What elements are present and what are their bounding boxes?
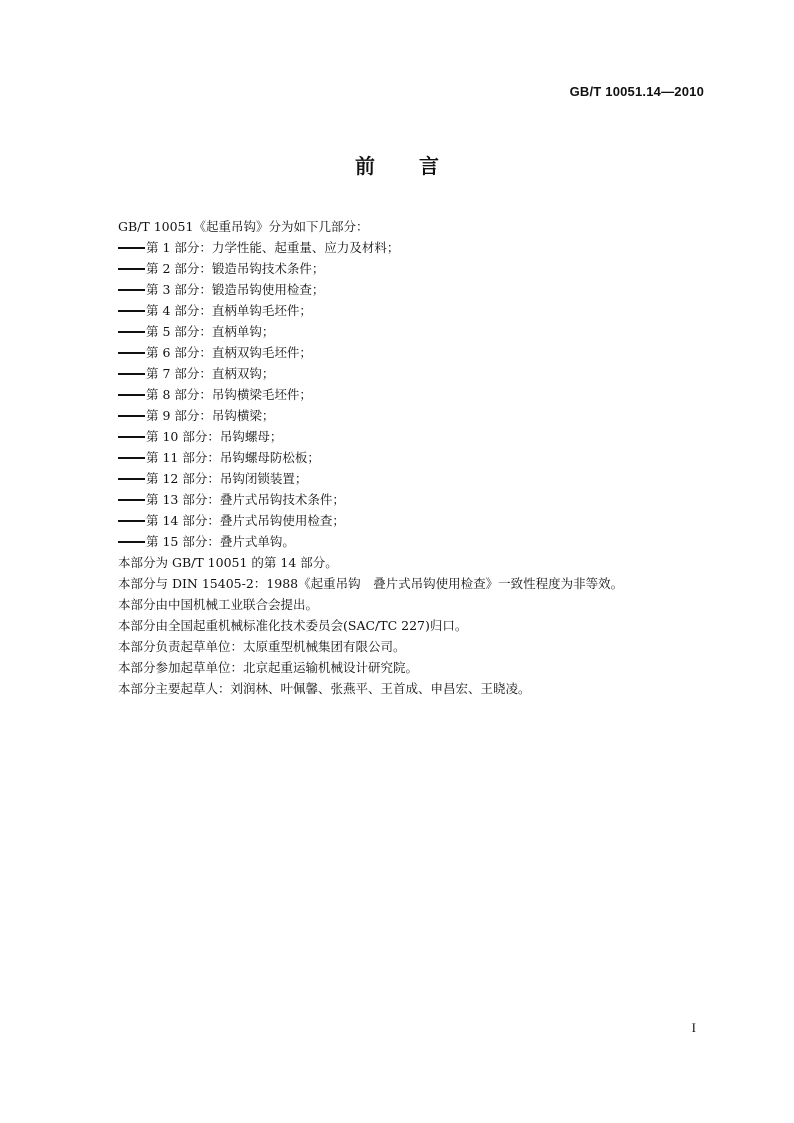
list-item-text: 第 8 部分：吊钩横梁毛坯件； (146, 387, 312, 402)
list-item (118, 426, 718, 447)
statement-line: 本部分参加起草单位：北京起重运输机械设计研究院。 (118, 660, 419, 675)
list-item-text: 第 3 部分：锻造吊钩使用检查； (146, 282, 325, 297)
statement-line: 本部分主要起草人：刘润林、叶佩馨、张燕平、王首成、申昌宏、王晓凌。 (118, 681, 531, 696)
dash-mark (118, 247, 145, 249)
statement-line: 本部分负责起草单位：太原重型机械集团有限公司。 (118, 639, 406, 654)
list-item-text: 第 2 部分：锻造吊钩技术条件； (146, 261, 325, 276)
list-item-text: 第 13 部分：叠片式吊钩技术条件； (146, 492, 345, 507)
statement-line: 本部分与 DIN 15405-2：1988《起重吊钩 叠片式吊钩使用检查》一致性程度为非等效。 (118, 576, 624, 591)
dash-mark (118, 373, 145, 375)
list-item (118, 258, 718, 279)
list-item (118, 405, 718, 426)
statement-line: 本部分由中国机械工业联合会提出。 (118, 597, 319, 612)
list-item-text: 第 12 部分：吊钩闭锁装置； (146, 471, 308, 486)
dash-mark (118, 436, 145, 438)
list-item (118, 363, 718, 384)
list-item (118, 237, 718, 258)
dash-mark (118, 331, 145, 333)
list-item (118, 300, 718, 321)
standard-code: GB/T 10051.14—2010 (569, 84, 704, 99)
foreword-body (118, 216, 718, 699)
page-number: I (691, 1020, 696, 1035)
list-item-text: 第 11 部分：吊钩螺母防松板； (146, 450, 320, 465)
list-item (118, 489, 718, 510)
list-item-text: 第 15 部分：叠片式单钩。 (146, 534, 295, 549)
list-item-text: 第 10 部分：吊钩螺母； (146, 429, 283, 444)
dash-mark (118, 289, 145, 291)
list-item (118, 384, 718, 405)
dash-mark (118, 457, 145, 459)
list-item (118, 279, 718, 300)
dash-mark (118, 352, 145, 354)
list-item (118, 531, 718, 552)
statement-line: 本部分为 GB/T 10051 的第 14 部分。 (118, 555, 338, 570)
dash-mark (118, 478, 145, 480)
list-item (118, 468, 718, 489)
list-item (118, 510, 718, 531)
dash-mark (118, 499, 145, 501)
list-item-text: 第 1 部分：力学性能、起重量、应力及材料； (146, 240, 400, 255)
dash-mark (118, 520, 145, 522)
list-item (118, 321, 718, 342)
page-title: 前言 (355, 154, 483, 178)
list-item (118, 447, 718, 468)
list-item-text: 第 7 部分：直柄双钩； (146, 366, 275, 381)
dash-mark (118, 310, 145, 312)
dash-mark (118, 415, 145, 417)
list-item-text: 第 4 部分：直柄单钩毛坯件； (146, 303, 312, 318)
list-item-text: 第 9 部分：吊钩横梁； (146, 408, 275, 423)
list-item-text: 第 14 部分：叠片式吊钩使用检查； (146, 513, 345, 528)
dash-mark (118, 394, 145, 396)
dash-mark (118, 268, 145, 270)
list-item (118, 342, 718, 363)
list-item-text: 第 6 部分：直柄双钩毛坯件； (146, 345, 312, 360)
dash-mark (118, 541, 145, 543)
intro-line: GB/T 10051《起重吊钩》分为如下几部分： (118, 219, 369, 234)
list-item-text: 第 5 部分：直柄单钩； (146, 324, 275, 339)
statement-line: 本部分由全国起重机械标准化技术委员会(SAC/TC 227)归口。 (118, 618, 468, 633)
